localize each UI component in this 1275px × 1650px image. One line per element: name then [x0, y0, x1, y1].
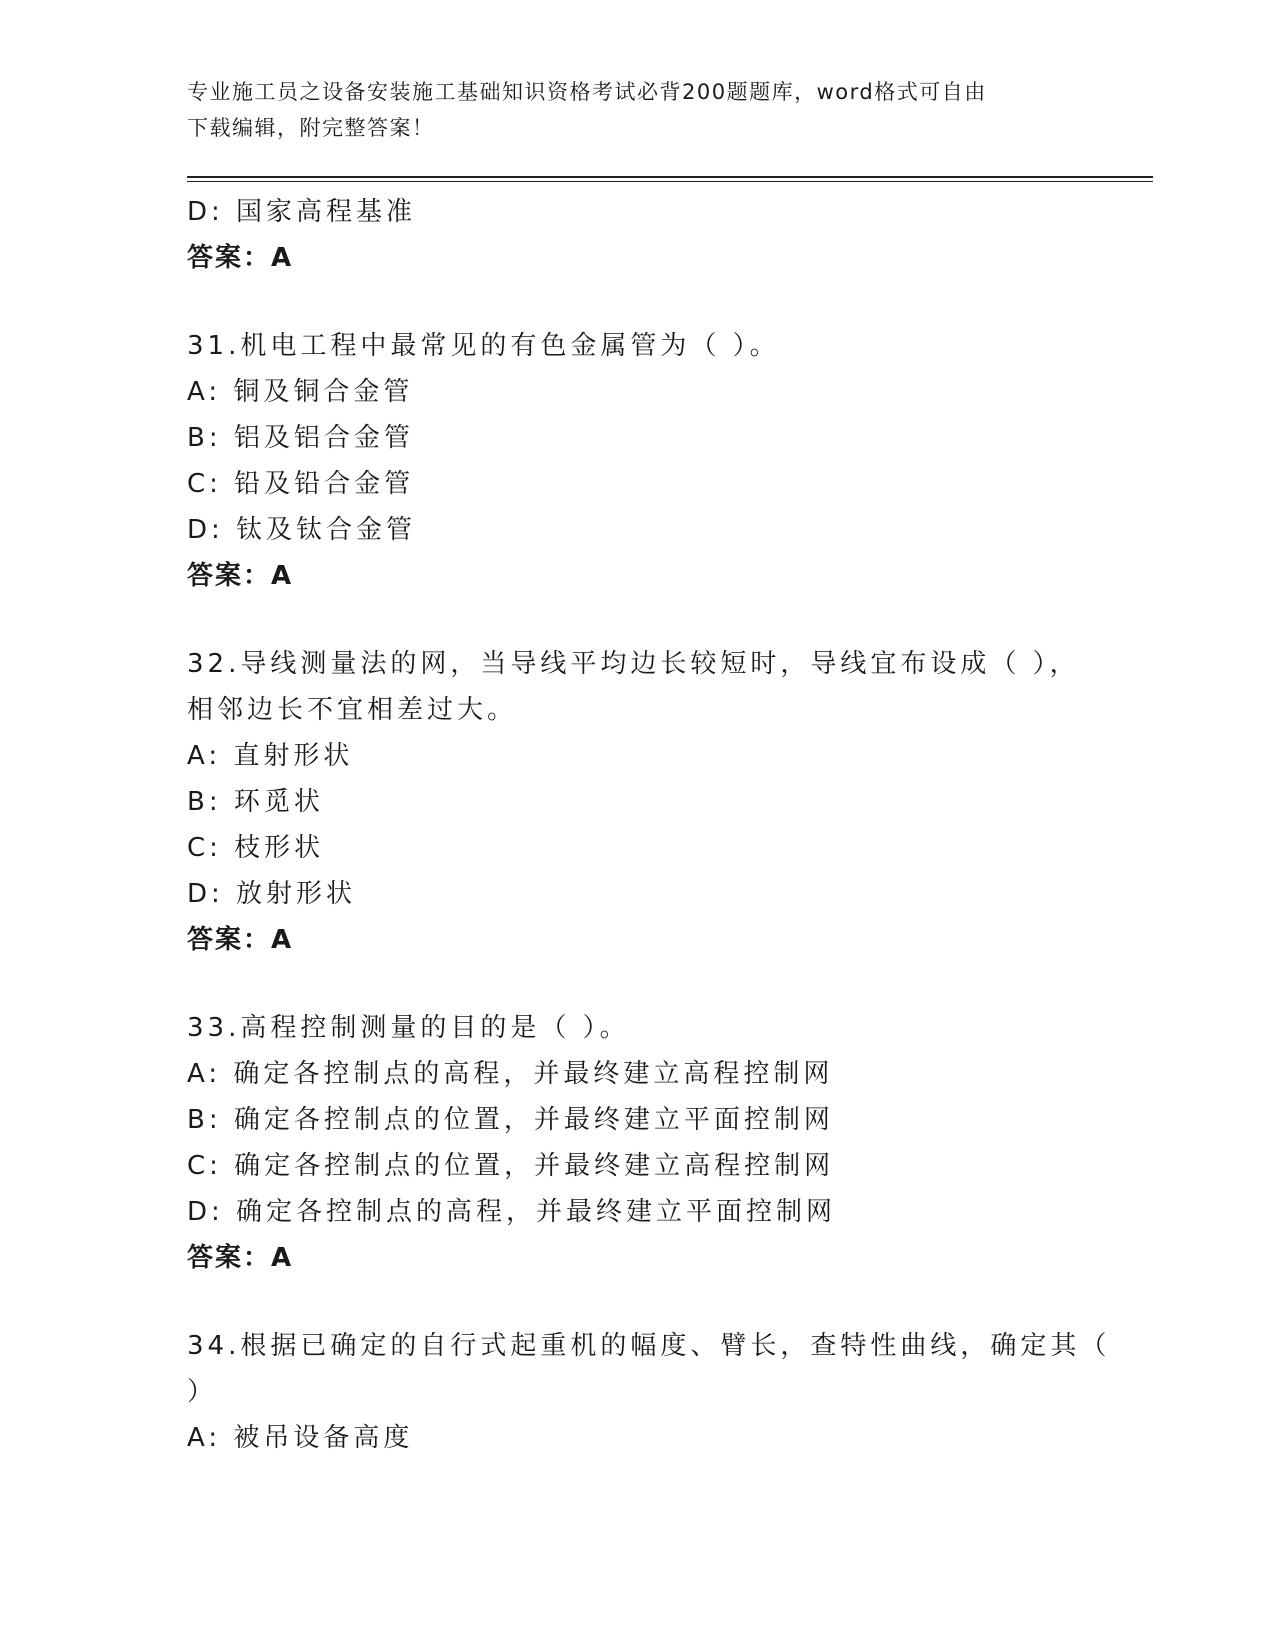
option-c: C: 确定各控制点的位置，并最终建立高程控制网 [187, 1151, 835, 1181]
option-c: C: 铅及铅合金管 [187, 469, 415, 499]
document-header [187, 74, 1087, 146]
header-line-2: 下载编辑，附完整答案！ [187, 116, 435, 140]
option-b: B: 确定各控制点的位置，并最终建立平面控制网 [187, 1105, 834, 1135]
option-b: B: 环觅状 [187, 787, 324, 817]
question-stem-line-1: 34.根据已确定的自行式起重机的幅度、臂长，查特性曲线，确定其（ [187, 1331, 1111, 1361]
question-33 [187, 1005, 1147, 1281]
option-a: A: 被吊设备高度 [187, 1423, 414, 1453]
option-d: D: 国家高程基准 [187, 197, 417, 227]
option-d: D: 确定各控制点的高程，并最终建立平面控制网 [187, 1197, 837, 1227]
question-34 [187, 1323, 1147, 1461]
option-c: C: 枝形状 [187, 833, 325, 863]
question-31 [187, 323, 1147, 599]
answer: 答案：A [187, 243, 294, 273]
answer: 答案：A [187, 925, 294, 955]
question-30-tail [187, 189, 1147, 281]
header-divider-bottom [187, 181, 1153, 182]
answer: 答案：A [187, 561, 294, 591]
option-d: D: 放射形状 [187, 879, 357, 909]
option-a: A: 确定各控制点的高程，并最终建立高程控制网 [187, 1059, 834, 1089]
option-a: A: 铜及铜合金管 [187, 377, 414, 407]
option-a: A: 直射形状 [187, 741, 354, 771]
header-divider-top [187, 176, 1153, 178]
option-d: D: 钛及钛合金管 [187, 515, 417, 545]
question-stem-line-2: ） [187, 1377, 218, 1407]
question-32 [187, 641, 1147, 963]
question-stem-line-2: 相邻边长不宜相差过大。 [187, 695, 518, 725]
question-stem-line-1: 32.导线测量法的网，当导线平均边长较短时，导线宜布设成（ ）， [187, 649, 1080, 679]
question-list [187, 189, 1147, 1461]
answer: 答案：A [187, 1243, 294, 1273]
option-b: B: 铝及铝合金管 [187, 423, 414, 453]
header-line-1: 专业施工员之设备安装施工基础知识资格考试必背200题题库，word格式可自由 [187, 80, 987, 104]
question-stem: 33.高程控制测量的目的是（ ）。 [187, 1013, 630, 1043]
question-stem: 31.机电工程中最常见的有色金属管为（ ）。 [187, 331, 780, 361]
